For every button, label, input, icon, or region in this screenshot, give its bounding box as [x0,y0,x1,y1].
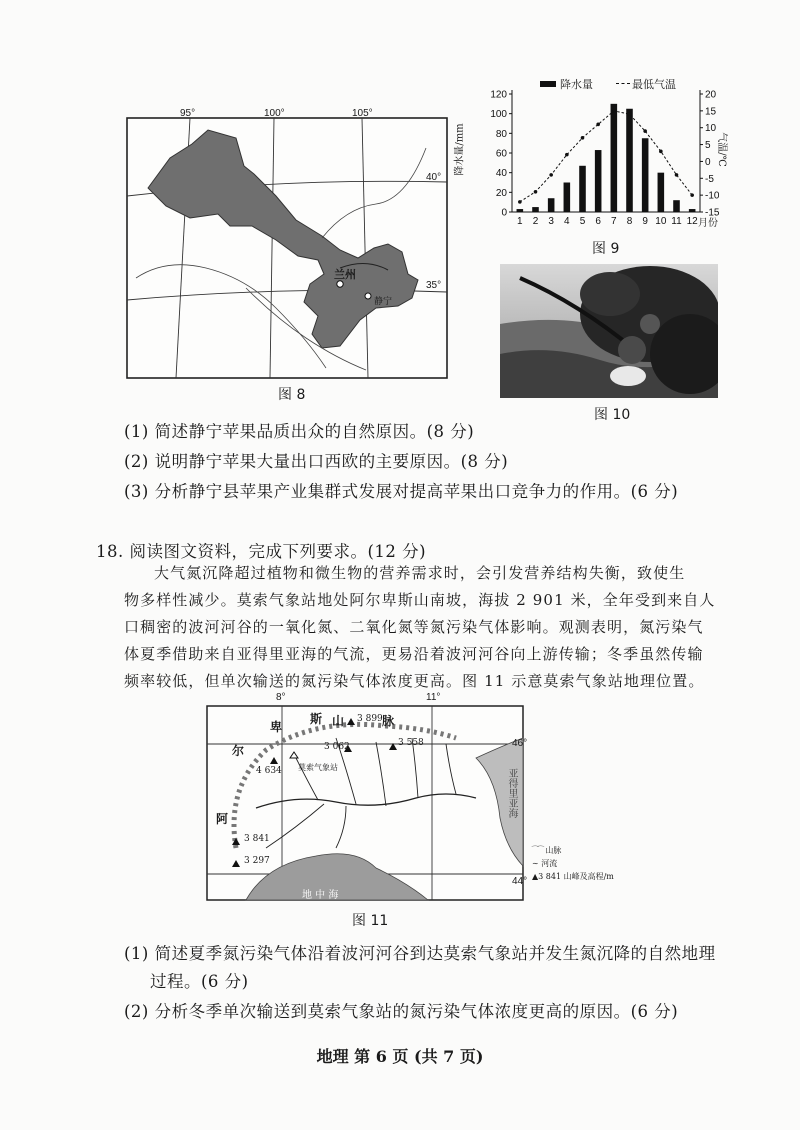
temp-point [643,129,647,133]
legend-mountain: ⁀⁀ 山脉 [532,846,562,855]
figure-8-caption: 图 8 [278,387,306,403]
right-tick-label: -15 [705,207,720,219]
left-tick-label: 60 [495,148,507,160]
x-tick-label: 9 [642,216,648,227]
temp-point [628,112,632,116]
precip-bar [626,109,633,212]
x-tick-label: 10 [655,216,667,227]
precip-bar [642,138,649,212]
right-tick-label: 20 [705,89,717,101]
temp-point [690,193,694,197]
temp-point [659,150,663,154]
mountain-char-5: 山 [332,714,345,728]
precip-bar [673,200,680,212]
x-tick-label: 3 [548,216,554,227]
x-tick-label: 1 [517,216,523,227]
precip-bar [579,166,586,212]
legend-temp-swatch [616,83,630,84]
q18-line-1: 大气氮沉降超过植物和微生物的营养需求时，会引发营养结构失衡，致使生 [154,564,686,582]
q18-line-4: 体夏季借助来自亚得里亚海的气流，更易沿着波河河谷向上游传输；冬季虽然传输 [124,645,704,663]
lon-label-8: 8° [276,692,286,703]
peak-label: 3 841 [244,834,270,844]
mountain-char-2: 尔 [232,744,245,758]
left-tick-label: 100 [490,109,507,121]
precip-bar [532,207,539,212]
legend-precip-swatch [540,81,556,87]
lon-label-95: 95° [180,108,196,119]
lat-label-44: 44° [512,876,528,887]
q18-line-3: 口稠密的波河河谷的一氧化氮、二氧化氮等氮污染气体影响。观测表明，氮污染气 [124,618,704,636]
precip-bar [517,209,524,212]
lat-label-35: 35° [426,280,442,291]
temp-point [596,123,600,127]
x-tick-label: 6 [595,216,601,227]
precip-bar [689,209,696,212]
mountain-char-4: 斯 [310,712,323,726]
left-tick-label: 0 [501,207,507,219]
figure-10-caption: 图 10 [594,407,631,423]
left-tick-label: 20 [495,187,507,199]
legend-precip-label: 降水量 [560,78,593,91]
peak-label: 3 297 [244,856,270,866]
temp-point [581,136,585,140]
left-tick-label: 80 [495,128,507,140]
lat-label-46: 46° [512,738,528,749]
temp-point [675,173,679,177]
temp-point [549,173,553,177]
x-tick-label: 2 [532,216,539,227]
temp-point [518,200,522,204]
legend-temp-label: 最低气温 [632,78,676,91]
station-label: 莫索气象站 [298,763,338,772]
legend-river: ∼ 河流 [532,859,558,868]
q18-passage [124,560,720,695]
x-tick-label: 11 [671,216,682,227]
q17-item-1: (1) 简述静宁苹果品质出众的自然原因。(8 分) [124,422,475,441]
adriatic-label: 亚得里亚海 [506,768,517,818]
left-axis-label: 降水量/mm [454,123,466,176]
temp-point [565,153,569,157]
fig11-legend [532,844,614,883]
mountain-char-6: 脉 [382,714,395,728]
x-tick-label: 4 [564,216,570,227]
figure-11-caption: 图 11 [352,913,389,929]
right-tick-label: -10 [705,190,720,202]
q17-item-2: (2) 说明静宁苹果大量出口西欧的主要原因。(8 分) [124,452,509,471]
right-tick-label: 0 [705,156,711,168]
right-tick-label: 10 [705,123,717,135]
climate-chart [466,76,726,236]
q18-line-2: 物多样性减少。莫索气象站地处阿尔卑斯山南坡，海拔 2 901 米，全年受到来自人 [124,591,716,609]
x-tick-label: 5 [579,216,586,227]
precip-bar [595,150,602,212]
legend-peak: ▲3 841 山峰及高程/m [532,872,614,881]
figure-8 [126,108,456,380]
jingning-label: 静宁 [374,297,393,307]
page-footer: 地理 第 6 页 (共 7 页) [316,1047,484,1066]
temp-line [520,111,692,202]
precip-bar [611,104,618,212]
precip-bar [548,198,555,212]
x-tick-label: 12 [686,216,698,227]
legend-mountain-label: 山脉 [545,846,562,855]
x-tick-label: 8 [626,216,633,227]
lon-label-100: 100° [264,108,285,119]
figure-9-caption: 图 9 [592,241,620,257]
precip-bar [564,183,571,213]
lon-label-105: 105° [352,108,373,119]
right-tick-label: 5 [705,140,711,152]
figure-9 [454,76,727,236]
precip-bar [658,173,665,212]
mountain-char-1: 阿 [216,812,229,826]
apple-tree-photo [500,264,718,398]
legend-peak-label: 山峰及高程/m [563,872,614,881]
peak-label: 3 899 [357,714,383,724]
legend-river-label: 河流 [541,859,558,868]
left-tick-label: 40 [495,168,507,180]
figure-8-map [126,108,456,380]
right-tick-label: -5 [705,173,714,185]
legend-peak-sample: 3 841 [538,872,562,881]
lanzhou-label: 兰州 [334,268,356,281]
right-axis-label: 气温/℃ [715,132,727,167]
peak-label: 3 062 [324,742,350,752]
q18-item-2: (2) 分析冬季单次输送到莫索气象站的氮污染气体浓度更高的原因。(6 分) [124,1002,679,1021]
q18-title: 18. 阅读图文资料，完成下列要求。(12 分) [96,542,427,561]
q18-item-1-cont: 过程。(6 分) [150,972,249,991]
sea-label: 地 中 海 [302,890,339,901]
peak-label: 4 634 [256,766,282,776]
peak-label: 3 558 [398,738,424,748]
temp-point [612,109,616,113]
figure-11-map [206,698,530,906]
figure-10-photo [500,264,718,398]
left-tick-label: 120 [490,89,507,101]
q18-item-1: (1) 简述夏季氮污染气体沿着波河河谷到达莫索气象站并发生氮沉降的自然地理 [124,944,716,963]
x-axis-unit: 月份 [698,218,718,229]
lat-label-40: 40° [426,172,442,183]
x-tick-label: 7 [611,216,617,227]
lon-label-11: 11° [426,692,441,703]
q18-line-5: 频率较低，但单次输送的氮污染气体浓度更高。图 11 示意莫索气象站地理位置。 [124,672,705,690]
figure-11 [206,692,614,906]
jingning-city-marker [365,293,371,299]
temp-point [534,190,538,194]
mountain-char-3: 卑 [270,720,283,734]
q17-item-3: (3) 分析静宁县苹果产业集群式发展对提高苹果出口竞争力的作用。(6 分) [124,482,679,501]
right-tick-label: 15 [705,106,717,118]
